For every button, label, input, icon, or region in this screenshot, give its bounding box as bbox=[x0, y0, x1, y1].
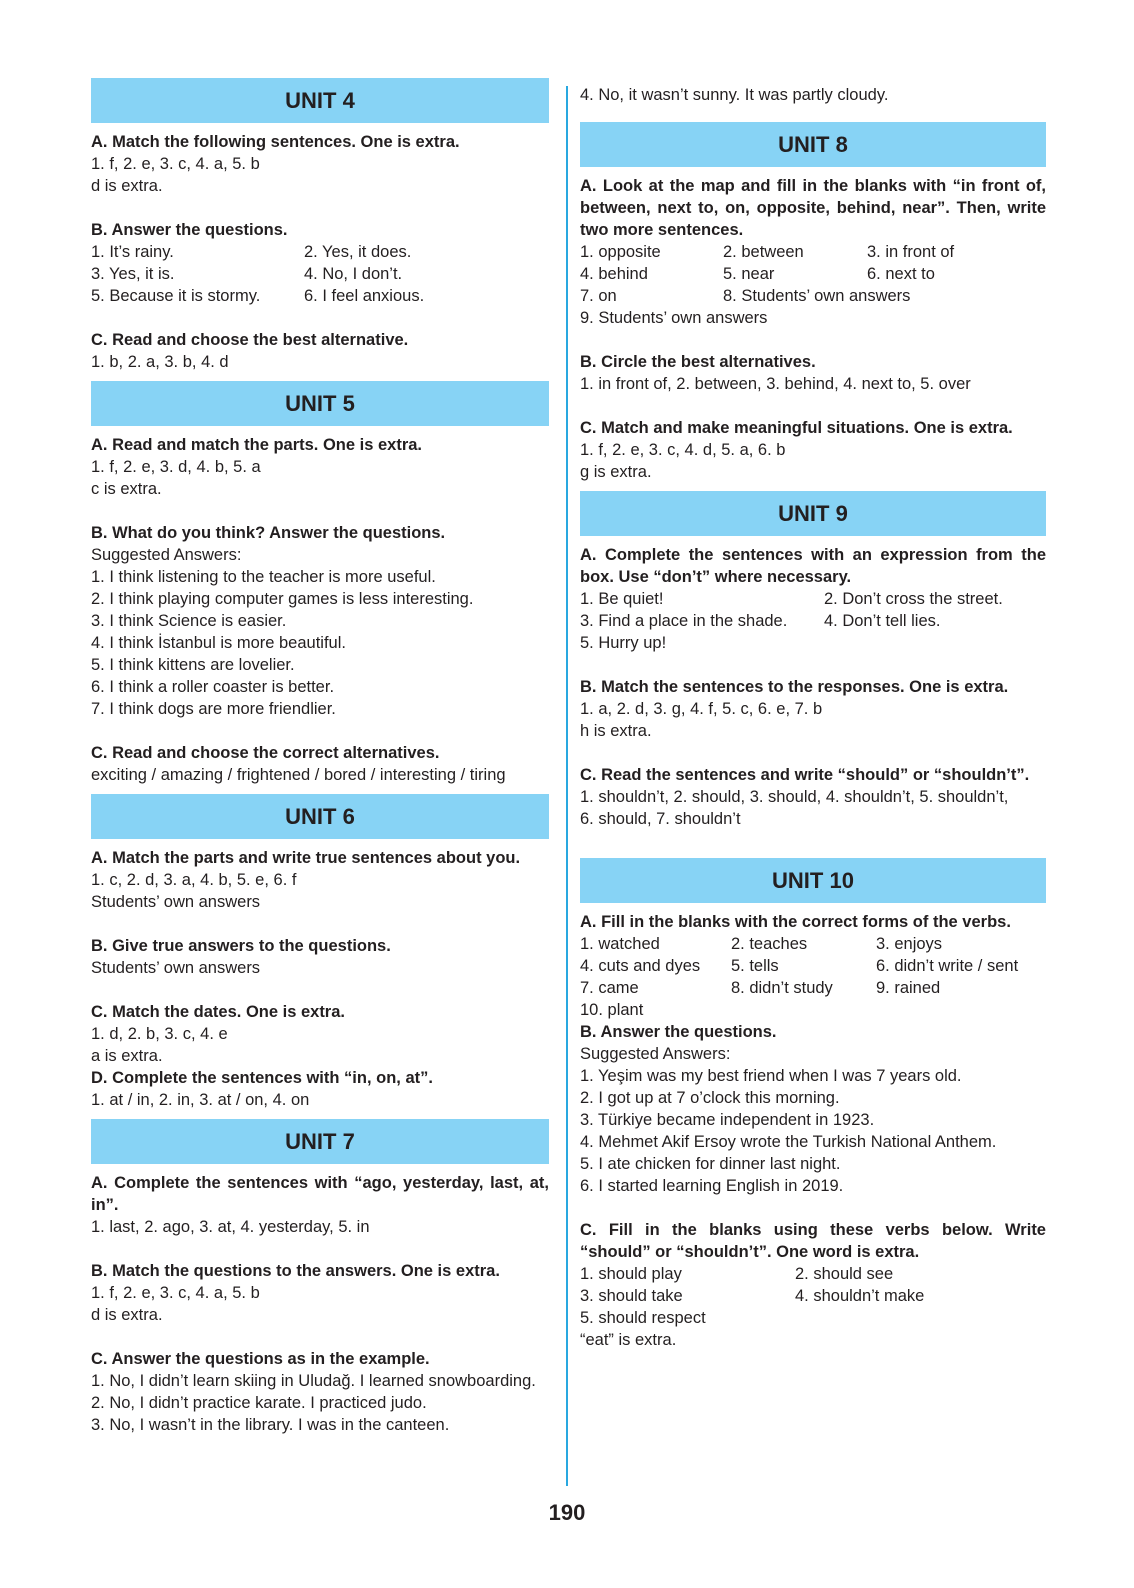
answer-cell: 4. Don’t tell lies. bbox=[824, 612, 941, 630]
question-title: B. Circle the best alternatives. bbox=[580, 353, 816, 371]
answer-line: 1. shouldn’t, 2. should, 3. should, 4. shouldn’t, 5. shouldn’t, bbox=[580, 788, 1009, 806]
answer-cell: 4. No, I don’t. bbox=[304, 265, 403, 283]
answer-line: 3. Türkiye became independent in 1923. bbox=[580, 1111, 875, 1129]
question-title: C. Read the sentences and write “should” or “shouldn’t”. bbox=[580, 766, 1030, 784]
question-title: B. Match the questions to the answers. One is extra. bbox=[91, 1262, 500, 1280]
unit-4-section-b bbox=[91, 219, 549, 307]
answer-row bbox=[580, 1263, 1046, 1285]
unit-9-section-b bbox=[580, 676, 1046, 742]
answer-line: 2. I got up at 7 o’clock this morning. bbox=[580, 1089, 840, 1107]
left-column bbox=[91, 78, 549, 1436]
answer-cell: 6. didn’t write / sent bbox=[876, 957, 1019, 975]
question-title: C. Match and make meaningful situations. One is extra. bbox=[580, 419, 1013, 437]
answer-row bbox=[580, 933, 1046, 955]
question-title: C. Match the dates. One is extra. bbox=[91, 1003, 345, 1021]
unit-9-section-c bbox=[580, 764, 1046, 830]
answer-cell: 5. Hurry up! bbox=[580, 634, 667, 652]
answer-line: 5. I think kittens are lovelier. bbox=[91, 656, 295, 674]
answer-line: 1. in front of, 2. between, 3. behind, 4. next to, 5. over bbox=[580, 375, 971, 393]
answer-cell: 2. Don’t cross the street. bbox=[824, 590, 1003, 608]
unit-9-section-a bbox=[580, 544, 1046, 654]
unit-8-section-c bbox=[580, 417, 1046, 483]
unit-6-header: UNIT 6 bbox=[91, 794, 549, 839]
answer-line: g is extra. bbox=[580, 463, 652, 481]
answer-line: 1. a, 2. d, 3. g, 4. f, 5. c, 6. e, 7. b bbox=[580, 700, 823, 718]
answer-line: 1. f, 2. e, 3. c, 4. d, 5. a, 6. b bbox=[580, 441, 786, 459]
answer-cell: 7. on bbox=[580, 287, 617, 305]
right-column bbox=[580, 84, 1046, 1351]
question-title: A. Complete the sentences with “ago, yesterday, last, at, in”. bbox=[91, 1174, 549, 1214]
answer-line: 1. c, 2. d, 3. a, 4. b, 5. e, 6. f bbox=[91, 871, 297, 889]
answer-line: 1. f, 2. e, 3. d, 4. b, 5. a bbox=[91, 458, 261, 476]
answer-line: 6. I started learning English in 2019. bbox=[580, 1177, 844, 1195]
answer-line: 2. I think playing computer games is less interesting. bbox=[91, 590, 474, 608]
question-title: A. Match the parts and write true sentences about you. bbox=[91, 849, 521, 867]
unit-10-section-a bbox=[580, 911, 1046, 1021]
answer-cell: 5. near bbox=[723, 265, 775, 283]
answer-line: 1. last, 2. ago, 3. at, 4. yesterday, 5. in bbox=[91, 1218, 370, 1236]
answer-cell: 1. should play bbox=[580, 1265, 682, 1283]
answer-cell: 5. Because it is stormy. bbox=[91, 287, 261, 305]
question-title: B. What do you think? Answer the questions. bbox=[91, 524, 446, 542]
answer-line: 7. I think dogs are more friendlier. bbox=[91, 700, 336, 718]
answer-cell: 8. didn’t study bbox=[731, 979, 833, 997]
unit-9-header: UNIT 9 bbox=[580, 491, 1046, 536]
answer-line: 1. f, 2. e, 3. c, 4. a, 5. b bbox=[91, 155, 260, 173]
answer-line: 1. f, 2. e, 3. c, 4. a, 5. b bbox=[91, 1284, 260, 1302]
unit-6-section-c bbox=[91, 1001, 549, 1067]
answer-line: Students’ own answers bbox=[91, 893, 261, 911]
answer-cell: 7. came bbox=[580, 979, 639, 997]
answer-cell: 3. Find a place in the shade. bbox=[580, 612, 788, 630]
unit-7-section-b bbox=[91, 1260, 549, 1326]
answer-cell: 3. Yes, it is. bbox=[91, 265, 175, 283]
answer-line: 6. I think a roller coaster is better. bbox=[91, 678, 335, 696]
unit-7-section-c bbox=[91, 1348, 549, 1436]
answer-row bbox=[580, 610, 1046, 632]
answer-line: 1. d, 2. b, 3. c, 4. e bbox=[91, 1025, 228, 1043]
answer-row bbox=[580, 632, 1046, 654]
unit-5-header: UNIT 5 bbox=[91, 381, 549, 426]
question-title: C. Read and choose the best alternative. bbox=[91, 331, 409, 349]
answer-line: 1. No, I didn’t learn skiing in Uludağ. I learned snowboarding. bbox=[91, 1372, 536, 1390]
answer-line: Students’ own answers bbox=[91, 959, 261, 977]
answer-cell: 3. should take bbox=[580, 1287, 683, 1305]
unit-8-header: UNIT 8 bbox=[580, 122, 1046, 167]
answer-line: 3. No, I wasn’t in the library. I was in the canteen. bbox=[91, 1416, 450, 1434]
answer-cell: 2. Yes, it does. bbox=[304, 243, 412, 261]
question-title: B. Match the sentences to the responses. One is extra. bbox=[580, 678, 1009, 696]
answer-cell: 1. opposite bbox=[580, 243, 661, 261]
answer-line: 1. Yeşim was my best friend when I was 7 years old. bbox=[580, 1067, 962, 1085]
answer-line: 1. at / in, 2. in, 3. at / on, 4. on bbox=[91, 1091, 310, 1109]
answer-line: 1. b, 2. a, 3. b, 4. d bbox=[91, 353, 229, 371]
unit-4-section-c bbox=[91, 329, 549, 373]
answer-cell: 3. enjoys bbox=[876, 935, 943, 953]
answer-cell: 3. in front of bbox=[867, 243, 955, 261]
unit-7-header: UNIT 7 bbox=[91, 1119, 549, 1164]
answer-line: c is extra. bbox=[91, 480, 162, 498]
answer-cell: 6. next to bbox=[867, 265, 935, 283]
answer-cell: 2. should see bbox=[795, 1265, 894, 1283]
answer-cell: 1. Be quiet! bbox=[580, 590, 664, 608]
question-title: C. Fill in the blanks using these verbs below. Write “should” or “shouldn’t”. One word is extra. bbox=[580, 1221, 1046, 1261]
unit-10-section-b bbox=[580, 1021, 1046, 1197]
answer-row bbox=[91, 263, 549, 285]
answer-row bbox=[580, 588, 1046, 610]
answer-line: d is extra. bbox=[91, 177, 163, 195]
answer-line: 6. should, 7. shouldn’t bbox=[580, 810, 741, 828]
unit-6-section-d bbox=[91, 1067, 549, 1111]
unit-7-section-a bbox=[91, 1172, 549, 1238]
question-title: B. Answer the questions. bbox=[91, 221, 288, 239]
answer-cell: 2. teaches bbox=[731, 935, 808, 953]
answer-row bbox=[580, 285, 1046, 307]
answer-cell: 1. It’s rainy. bbox=[91, 243, 174, 261]
question-title: A. Complete the sentences with an expression from the box. Use “don’t” where necessary. bbox=[580, 546, 1046, 586]
question-title: A. Look at the map and fill in the blanks with “in front of, between, next to, on, opposite, behind, near”. Then, write two more sentences. bbox=[580, 177, 1046, 239]
question-title: A. Read and match the parts. One is extra. bbox=[91, 436, 423, 454]
answer-line: 4. No, it wasn’t sunny. It was partly cloudy. bbox=[580, 86, 889, 104]
question-title: C. Answer the questions as in the example. bbox=[91, 1350, 430, 1368]
unit-5-section-c bbox=[91, 742, 549, 786]
question-title: C. Read and choose the correct alternatives. bbox=[91, 744, 440, 762]
answer-line: 5. I ate chicken for dinner last night. bbox=[580, 1155, 841, 1173]
answer-cell: 5. tells bbox=[731, 957, 779, 975]
answer-line: 4. I think İstanbul is more beautiful. bbox=[91, 634, 346, 652]
answer-cell: 1. watched bbox=[580, 935, 660, 953]
answer-cell: 2. between bbox=[723, 243, 804, 261]
answer-cell: 6. I feel anxious. bbox=[304, 287, 425, 305]
answer-row bbox=[91, 241, 549, 263]
answer-line: 10. plant bbox=[580, 1001, 644, 1019]
answer-cell: 9. rained bbox=[876, 979, 941, 997]
answer-line: 9. Students’ own answers bbox=[580, 309, 768, 327]
answer-line: 4. Mehmet Akif Ersoy wrote the Turkish National Anthem. bbox=[580, 1133, 997, 1151]
unit-6-section-a bbox=[91, 847, 549, 913]
answer-row bbox=[580, 241, 1046, 263]
answer-line: Suggested Answers: bbox=[580, 1045, 731, 1063]
answer-line: a is extra. bbox=[91, 1047, 163, 1065]
question-title: A. Fill in the blanks with the correct forms of the verbs. bbox=[580, 913, 1011, 931]
unit-5-section-a bbox=[91, 434, 549, 500]
answer-line: 2. No, I didn’t practice karate. I practiced judo. bbox=[91, 1394, 427, 1412]
answer-line: Suggested Answers: bbox=[91, 546, 242, 564]
question-title: A. Match the following sentences. One is extra. bbox=[91, 133, 460, 151]
unit-10-header: UNIT 10 bbox=[580, 858, 1046, 903]
page-number: 190 bbox=[548, 1500, 586, 1525]
answer-cell: 8. Students’ own answers bbox=[723, 287, 911, 305]
answer-line: h is extra. bbox=[580, 722, 652, 740]
unit-10-section-c bbox=[580, 1219, 1046, 1351]
answer-cell: 5. should respect bbox=[580, 1309, 706, 1327]
question-title: B. Give true answers to the questions. bbox=[91, 937, 391, 955]
answer-line: 1. I think listening to the teacher is more useful. bbox=[91, 568, 436, 586]
answer-line: 3. I think Science is easier. bbox=[91, 612, 287, 630]
unit-4-section-a bbox=[91, 131, 549, 197]
answer-cell: 4. shouldn’t make bbox=[795, 1287, 925, 1305]
unit-6-section-b bbox=[91, 935, 549, 979]
question-title: D. Complete the sentences with “in, on, at”. bbox=[91, 1069, 433, 1087]
answer-row bbox=[580, 1307, 1046, 1329]
answer-row bbox=[580, 1285, 1046, 1307]
question-title: B. Answer the questions. bbox=[580, 1023, 777, 1041]
unit-5-section-b bbox=[91, 522, 549, 720]
unit-8-section-a bbox=[580, 175, 1046, 329]
answer-cell: 4. behind bbox=[580, 265, 648, 283]
answer-cell: 4. cuts and dyes bbox=[580, 957, 701, 975]
answer-line: “eat” is extra. bbox=[580, 1331, 677, 1349]
unit-8-section-b bbox=[580, 351, 1046, 395]
answer-row bbox=[91, 285, 549, 307]
answer-line: d is extra. bbox=[91, 1306, 163, 1324]
unit-4-header: UNIT 4 bbox=[91, 78, 549, 123]
column-divider bbox=[566, 86, 568, 1486]
answer-row bbox=[580, 955, 1046, 977]
answer-row bbox=[580, 977, 1046, 999]
answer-row bbox=[580, 263, 1046, 285]
answer-line: exciting / amazing / frightened / bored / interesting / tiring bbox=[91, 766, 506, 784]
